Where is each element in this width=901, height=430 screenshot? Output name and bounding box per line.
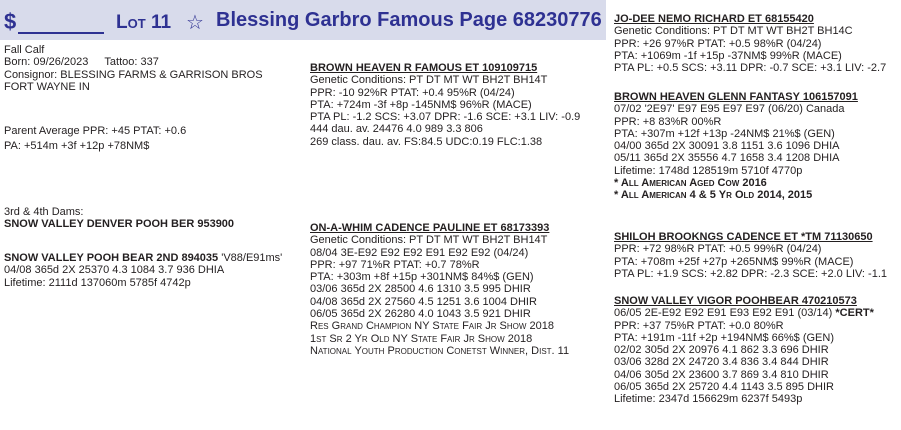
sire-genetic: Genetic Conditions: PT DT MT WT BH2T BH14T [310,74,548,87]
dam-pta: PTA: +303m +8f +15p +301NM$ 84%$ (GEN) [310,271,534,284]
birth-tattoo-line [4,56,263,68]
sires-sire-pta-pl: PTA PL: +0.5 SCS: +3.11 DPR: -0.7 SCE: +3.1 LIV: -2.7 [614,62,887,75]
dams-dam-record: 02/02 305d 2X 20976 4.1 862 3.3 696 DHIR [614,344,829,357]
sires-dam-ppr: PPR: +8 83%R 00%R [614,115,722,128]
tattoo: Tattoo: 337 [104,56,159,69]
sires-dam-lifetime: Lifetime: 1748d 128519m 5710f 4770p [614,164,803,177]
star-icon: ☆ [186,12,204,34]
third-dam [4,252,282,289]
third-dam-name: SNOW VALLEY POOH BEAR 2ND 894035 [4,252,219,264]
dams-sire-ppr: PPR: +72 98%R PTAT: +0.5 99%R (04/24) [614,243,822,256]
dams-sire-pta: PTA: +708m +25f +27p +265NM$ 99%R (MACE) [614,255,854,268]
sire-name: BROWN HEAVEN R FAMOUS ET 109109715 [310,62,538,74]
sires-dam-record: 05/11 365d 2X 35556 4.7 1658 3.4 1208 DHIA [614,152,840,165]
price-blank-line [18,32,104,34]
sire-block [310,62,580,148]
third-dam-lifetime: Lifetime: 2111d 137060m 5785f 4742p [4,276,191,289]
sire-pta-pl: PTA PL: -1.2 SCS: +3.07 DPR: -1.6 SCE: +3.1 LIV: -0.9 [310,111,581,124]
dams-dam-lifetime: Lifetime: 2347d 156629m 6237f 5493p [614,393,803,406]
animal-title: Blessing Garbro Famous Page 68230776 [216,9,602,31]
sire-pta: PTA: +724m -3f +8p -145NM$ 96%R (MACE) [310,98,532,111]
dam-award: 1st Sr 2 Yr Old NY State Fair Jr Show 2018 [310,332,533,345]
dams-section [4,206,234,231]
dam-award: Res Grand Champion NY State Fair Jr Show 2018 [310,320,554,333]
consignor: Consignor: BLESSING FARMS & GARRISON BROS [4,68,263,81]
sires-sire-pta: PTA: +1069m -1f +15p -37NM$ 99%R (MACE) [614,49,842,62]
sires-dam-classification: 07/02 '2E97' E97 E95 E97 E97 (06/20) Canada [614,103,845,116]
dams-dam-name: SNOW VALLEY VIGOR POOHBEAR 470210573 [614,295,857,307]
dams-dam-classification-line [614,307,874,319]
consignor-location: FORT WAYNE IN [4,80,90,93]
sires-dam-award: * All American 4 & 5 Yr Old 2014, 2015 [614,189,813,202]
sires-sire-ppr: PPR: +26 97%R PTAT: +0.5 98%R (04/24) [614,37,822,50]
calf-info [4,44,263,93]
sire-ppr: PPR: -10 92%R PTAT: +0.4 95%R (04/24) [310,86,515,99]
dam-award: National Youth Production Conetst Winner, Dist. 11 [310,344,570,357]
dams-sire-block [614,231,887,280]
third-dam-score: 'V88/E91ms' [221,252,283,264]
dam-genetic: Genetic Conditions: PT DT MT WT BH2T BH14T [310,234,548,247]
sires-sire-genetic: Genetic Conditions: PT DT MT WT BH2T BH14C [614,25,853,38]
dams-heading: 3rd & 4th Dams: [4,206,84,218]
sires-dam-pta: PTA: +307m +12f +13p -24NM$ 21%$ (GEN) [614,127,835,140]
dams-dam-record: 03/06 328d 2X 24720 3.4 836 3.4 844 DHIR [614,356,829,369]
dam-record: 06/05 365d 2X 26280 4.0 1043 3.5 921 DHIR [310,308,531,321]
parent-average [4,125,186,153]
dams-dam-classification: 06/05 2E-E92 E92 E91 E93 E92 E91 (03/14) [614,307,833,320]
birth-date: Born: 09/26/2023 [4,56,89,69]
lot-number: Lot 11 [116,12,172,33]
dam-block [310,222,569,357]
sire-daughters: 444 dau. av. 24476 4.0 989 3.3 806 [310,123,483,136]
dam-ppr: PPR: +97 71%R PTAT: +0.7 78%R [310,258,480,271]
dam-name: ON-A-WHIM CADENCE PAULINE ET 68173393 [310,222,550,234]
calf-class: Fall Calf [4,44,45,56]
sires-dam-record: 04/00 365d 2X 30091 3.8 1151 3.6 1096 DHIA [614,140,840,153]
dams-dam-record: 04/06 305d 2X 23600 3.7 869 3.4 810 DHIR [614,368,829,381]
sires-sire-block [614,13,886,74]
fourth-dam: SNOW VALLEY DENVER POOH BER 953900 [4,218,235,231]
dam-record: 03/06 365d 2X 28500 4.6 1310 3.5 995 DHIR [310,283,531,296]
parent-average-ppr: Parent Average PPR: +45 PTAT: +0.6 [4,125,187,137]
sires-dam-award: * All American Aged Cow 2016 [614,177,767,190]
price-dollar-sign: $ [4,9,17,34]
sire-classified: 269 class. dau. av. FS:84.5 UDC:0.19 FLC:1.38 [310,135,543,148]
parent-average-pa: PA: +514m +3f +12p +78NM$ [4,140,150,153]
dams-sire-pta-pl: PTA PL: +1.9 SCS: +2.82 DPR: -2.3 SCE: +2.0 LIV: -1.1 [614,267,888,280]
sires-sire-name: JO-DEE NEMO RICHARD ET 68155420 [614,13,814,25]
dams-dam-pta: PTA: +191m -11f +2p +194NM$ 66%$ (GEN) [614,331,835,344]
cert-badge: *CERT* [835,307,874,320]
dams-dam-ppr: PPR: +37 75%R PTAT: +0.0 80%R [614,319,784,332]
dams-sire-name: SHILOH BROOKNGS CADENCE ET *TM 71130650 [614,231,873,243]
dams-dam-record: 06/05 365d 2X 25720 4.4 1143 3.5 895 DHIR [614,381,834,394]
sires-dam-block [614,91,858,202]
dam-classification: 08/04 3E-E92 E92 E92 E91 E92 E92 (04/24) [310,246,529,259]
third-dam-record: 04/08 365d 2X 25370 4.3 1084 3.7 936 DHIA [4,264,225,277]
sires-dam-name: BROWN HEAVEN GLENN FANTASY 106157091 [614,91,858,103]
third-dam-name-line [4,252,282,264]
dam-record: 04/08 365d 2X 27560 4.5 1251 3.6 1004 DHIR [310,295,537,308]
dams-dam-block [614,295,874,406]
